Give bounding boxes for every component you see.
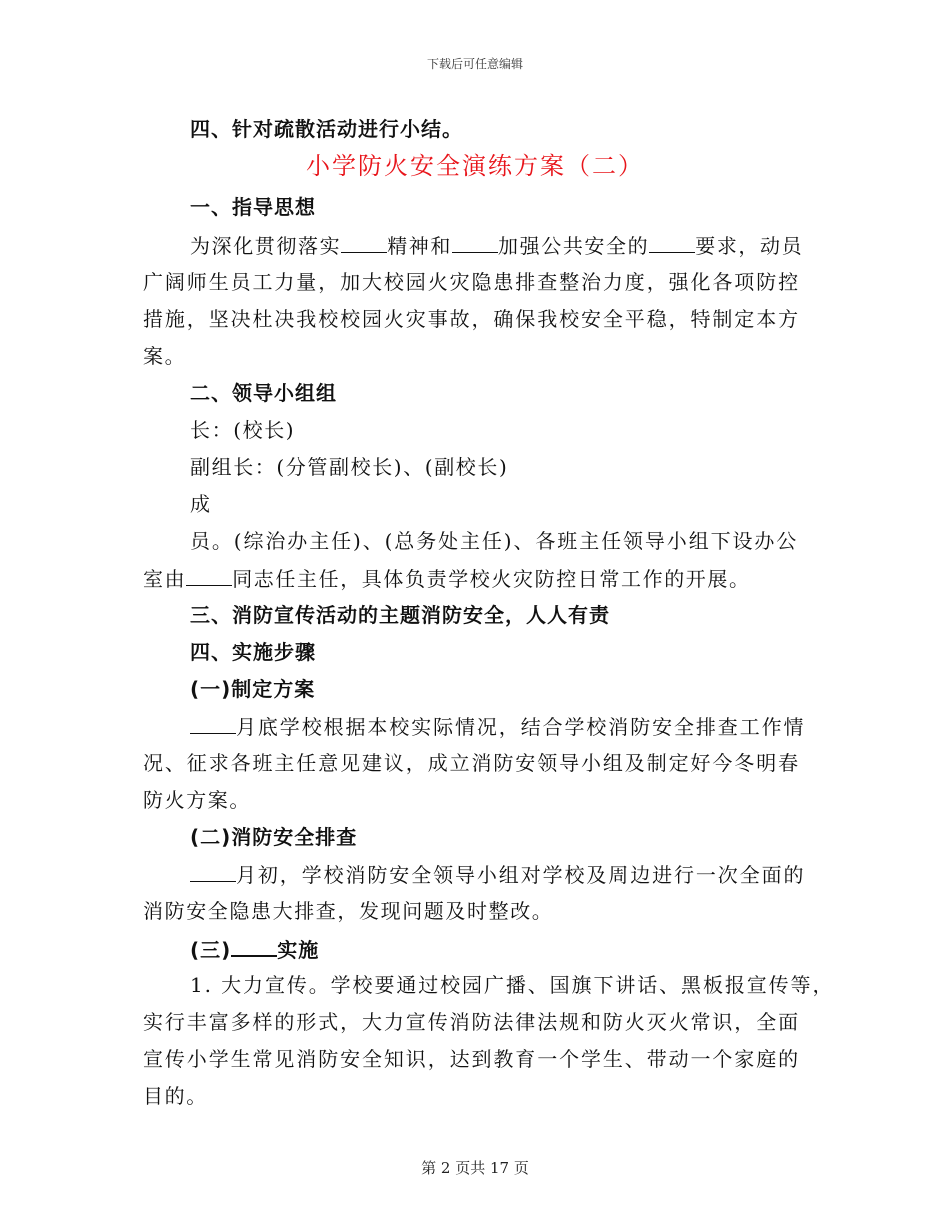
previous-section-summary: 四、针对疏散活动进行小结。 <box>190 117 463 141</box>
section-1-heading: 一、指导思想 <box>190 195 316 219</box>
subsection-2-heading: (二)消防安全排查 <box>190 825 358 849</box>
office-director-line <box>143 565 751 592</box>
members-line: 员。(综治办主任)、(总务处主任)、各班主任领导小组下设办公 <box>190 529 799 553</box>
subsection-3-heading <box>190 935 319 963</box>
text-run: 实施 <box>277 938 320 962</box>
fill-in-blank <box>452 232 498 253</box>
section-1-paragraph-line-4: 案。 <box>143 344 187 368</box>
subsection-3-line-1: 1. 大力宣传。学校要通过校园广播、国旗下讲话、黑板报宣传等， <box>190 973 835 997</box>
section-1-paragraph-line-1 <box>190 232 803 259</box>
fill-in-blank <box>649 232 695 253</box>
page-footer: 第 2 页共 17 页 <box>421 1159 529 1177</box>
text-run: (三) <box>190 938 232 962</box>
group-leader-line: 长：(校长) <box>190 418 296 442</box>
fill-in-blank <box>231 935 277 957</box>
subsection-3-line-4: 目的。 <box>143 1084 208 1108</box>
section-2-heading: 二、领导小组组 <box>190 381 337 405</box>
text-run: 为深化贯彻落实 <box>190 234 342 258</box>
subsection-1-line-2: 况、征求各班主任意见建议，成立消防安领导小组及制定好今冬明春 <box>143 751 800 775</box>
text-run: 加强公共安全的 <box>498 234 650 258</box>
text-run: 同志任主任，具体负责学校火灾防控日常工作的开展。 <box>232 567 751 591</box>
section-1-paragraph-line-3: 措施，坚决杜决我校校园火灾事故，确保我校安全平稳，特制定本方 <box>143 307 800 331</box>
subsection-1-line-3: 防火方案。 <box>143 788 251 812</box>
section-1-paragraph-line-2: 广阔师生员工力量，加大校园火灾隐患排查整治力度，强化各项防控 <box>143 270 800 294</box>
text-run: 精神和 <box>387 234 453 258</box>
fill-in-blank <box>186 565 232 586</box>
subsection-1-line-1 <box>190 713 805 740</box>
subsection-2-line-2: 消防安全隐患大排查，发现问题及时整改。 <box>143 899 554 923</box>
subsection-2-line-1 <box>190 861 805 888</box>
fill-in-blank <box>190 713 236 734</box>
deputy-leader-line: 副组长：(分管副校长)、(副校长) <box>190 455 509 479</box>
subsection-1-heading: (一)制定方案 <box>190 677 316 701</box>
text-run: 室由 <box>143 567 187 591</box>
page-header: 下载后可任意编辑 <box>426 57 523 71</box>
text-run: 月初，学校消防安全领导小组对学校及周边进行一次全面的 <box>236 863 806 887</box>
document-title: 小学防火安全演练方案（二） <box>306 152 644 180</box>
text-run: 月底学校根据本校实际情况，结合学校消防安全排查工作情 <box>236 715 806 739</box>
section-4-heading: 四、实施步骤 <box>190 640 316 664</box>
fill-in-blank <box>341 232 387 253</box>
section-3-heading: 三、消防宣传活动的主题消防安全，人人有责 <box>190 603 610 627</box>
members-label: 成 <box>190 492 212 516</box>
subsection-3-line-3: 宣传小学生常见消防安全知识，达到教育一个学生、带动一个家庭的 <box>143 1047 800 1071</box>
text-run: 要求，动员 <box>695 234 804 258</box>
subsection-3-line-2: 实行丰富多样的形式，大力宣传消防法律法规和防火灭火常识，全面 <box>143 1010 800 1034</box>
fill-in-blank <box>190 861 236 882</box>
